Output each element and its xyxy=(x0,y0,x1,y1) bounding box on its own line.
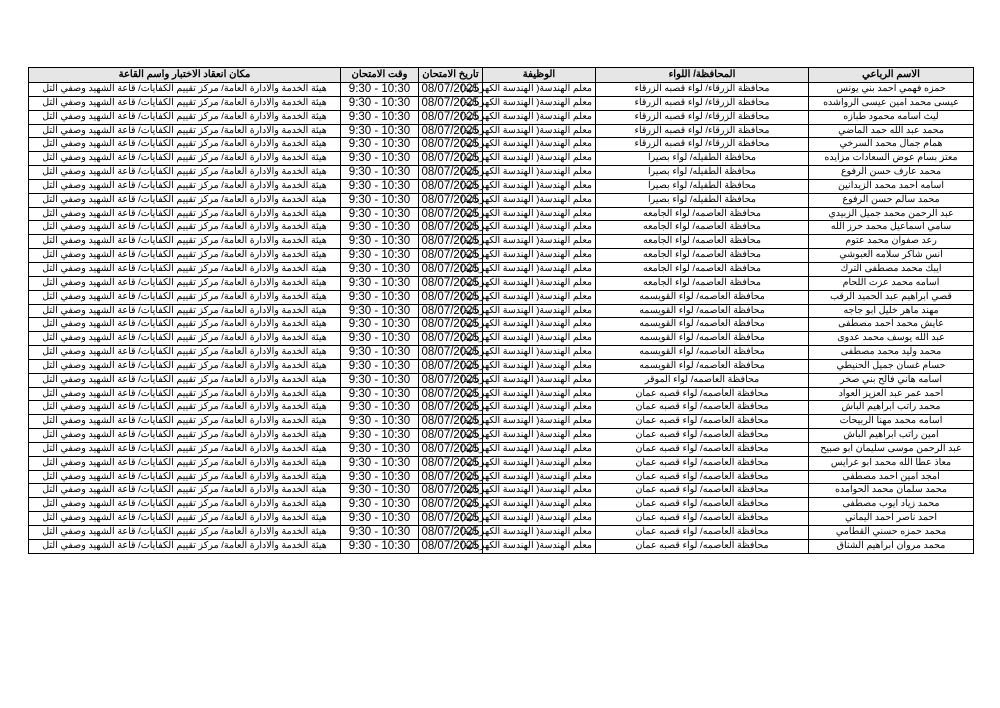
table-row xyxy=(29,484,974,498)
table-row xyxy=(29,526,974,540)
header-date: تاريخ الامتحان xyxy=(419,68,483,83)
cell-time: 9:30 - 10:30 xyxy=(341,387,419,401)
cell-name: محمد عبد الله حمد الماضي xyxy=(809,124,974,138)
cell-date: 08/07/2025 xyxy=(419,484,483,498)
cell-location: هيئة الخدمة والادارة العامة/ مركز تقييم الكفايات/ قاعة الشهيد وصفي التل xyxy=(29,207,341,221)
cell-job: معلم الهندسة( الهندسة الكهربائية) xyxy=(483,110,596,124)
cell-date: 08/07/2025 xyxy=(419,166,483,180)
table-row xyxy=(29,193,974,207)
cell-job: معلم الهندسة( الهندسة الكهربائية) xyxy=(483,484,596,498)
cell-date: 08/07/2025 xyxy=(419,332,483,346)
cell-governorate: محافظة العاصمه/ لواء قصبه عمان xyxy=(596,387,809,401)
cell-time: 9:30 - 10:30 xyxy=(341,526,419,540)
cell-date: 08/07/2025 xyxy=(419,512,483,526)
cell-location: هيئة الخدمة والادارة العامة/ مركز تقييم الكفايات/ قاعة الشهيد وصفي التل xyxy=(29,539,341,553)
cell-location: هيئة الخدمة والادارة العامة/ مركز تقييم الكفايات/ قاعة الشهيد وصفي التل xyxy=(29,429,341,443)
cell-time: 9:30 - 10:30 xyxy=(341,152,419,166)
cell-location: هيئة الخدمة والادارة العامة/ مركز تقييم الكفايات/ قاعة الشهيد وصفي التل xyxy=(29,442,341,456)
cell-date: 08/07/2025 xyxy=(419,304,483,318)
table-row xyxy=(29,276,974,290)
cell-location: هيئة الخدمة والادارة العامة/ مركز تقييم الكفايات/ قاعة الشهيد وصفي التل xyxy=(29,166,341,180)
cell-job: معلم الهندسة( الهندسة الكهربائية) xyxy=(483,83,596,97)
cell-governorate: محافظة الزرقاء/ لواء قصبه الزرقاء xyxy=(596,83,809,97)
cell-time: 9:30 - 10:30 xyxy=(341,415,419,429)
table-row xyxy=(29,512,974,526)
cell-governorate: محافظة العاصمه/ لواء قصبه عمان xyxy=(596,526,809,540)
cell-date: 08/07/2025 xyxy=(419,138,483,152)
cell-name: انس شاكر سلامه العبوشي xyxy=(809,249,974,263)
cell-date: 08/07/2025 xyxy=(419,83,483,97)
cell-time: 9:30 - 10:30 xyxy=(341,235,419,249)
cell-governorate: محافظة الطفيله/ لواء بصيرا xyxy=(596,166,809,180)
cell-governorate: محافظة العاصمه/ لواء قصبه عمان xyxy=(596,415,809,429)
cell-governorate: محافظة العاصمه/ لواء الجامعه xyxy=(596,262,809,276)
cell-location: هيئة الخدمة والادارة العامة/ مركز تقييم الكفايات/ قاعة الشهيد وصفي التل xyxy=(29,470,341,484)
cell-job: معلم الهندسة( الهندسة الكهربائية) xyxy=(483,276,596,290)
table-row xyxy=(29,179,974,193)
cell-time: 9:30 - 10:30 xyxy=(341,179,419,193)
table-row xyxy=(29,110,974,124)
table-row xyxy=(29,124,974,138)
cell-name: مهند ماهر خليل ابو جاجه xyxy=(809,304,974,318)
table-row xyxy=(29,373,974,387)
cell-date: 08/07/2025 xyxy=(419,124,483,138)
table-row xyxy=(29,221,974,235)
cell-governorate: محافظة العاصمه/ لواء قصبه عمان xyxy=(596,401,809,415)
cell-governorate: محافظة العاصمه/ لواء القويسمه xyxy=(596,290,809,304)
table-row xyxy=(29,235,974,249)
cell-name: حسام غسان جميل الحنيطي xyxy=(809,359,974,373)
table-row xyxy=(29,207,974,221)
cell-job: معلم الهندسة( الهندسة الكهربائية) xyxy=(483,249,596,263)
cell-governorate: محافظة العاصمه/ لواء القويسمه xyxy=(596,304,809,318)
cell-job: معلم الهندسة( الهندسة الكهربائية) xyxy=(483,193,596,207)
table-row xyxy=(29,387,974,401)
cell-date: 08/07/2025 xyxy=(419,179,483,193)
cell-job: معلم الهندسة( الهندسة الكهربائية) xyxy=(483,138,596,152)
cell-location: هيئة الخدمة والادارة العامة/ مركز تقييم الكفايات/ قاعة الشهيد وصفي التل xyxy=(29,498,341,512)
cell-name: ليث اسامه محمود طبازه xyxy=(809,110,974,124)
cell-location: هيئة الخدمة والادارة العامة/ مركز تقييم الكفايات/ قاعة الشهيد وصفي التل xyxy=(29,152,341,166)
cell-job: معلم الهندسة( الهندسة الكهربائية) xyxy=(483,262,596,276)
cell-date: 08/07/2025 xyxy=(419,207,483,221)
cell-date: 08/07/2025 xyxy=(419,290,483,304)
cell-name: احمد ناصر احمد اليماني xyxy=(809,512,974,526)
cell-date: 08/07/2025 xyxy=(419,526,483,540)
cell-name: معاذ عطا الله محمد ابو عرايس xyxy=(809,456,974,470)
header-location: مكان انعقاد الاختبار واسم القاعة xyxy=(29,68,341,83)
cell-time: 9:30 - 10:30 xyxy=(341,262,419,276)
table-row xyxy=(29,429,974,443)
cell-name: اسامه احمد محمد الزيدانين xyxy=(809,179,974,193)
cell-governorate: محافظة الزرقاء/ لواء قصبه الزرقاء xyxy=(596,110,809,124)
cell-job: معلم الهندسة( الهندسة الكهربائية) xyxy=(483,235,596,249)
exam-schedule-table xyxy=(28,67,974,554)
cell-date: 08/07/2025 xyxy=(419,96,483,110)
cell-name: محمد سلمان محمد الحوامده xyxy=(809,484,974,498)
cell-governorate: محافظة العاصمه/ لواء الجامعه xyxy=(596,221,809,235)
table-row xyxy=(29,138,974,152)
cell-governorate: محافظة العاصمه/ لواء قصبه عمان xyxy=(596,512,809,526)
cell-name: امين راتب ابراهيم الباش xyxy=(809,429,974,443)
table-body xyxy=(29,83,974,554)
cell-location: هيئة الخدمة والادارة العامة/ مركز تقييم الكفايات/ قاعة الشهيد وصفي التل xyxy=(29,526,341,540)
table-row xyxy=(29,304,974,318)
cell-location: هيئة الخدمة والادارة العامة/ مركز تقييم الكفايات/ قاعة الشهيد وصفي التل xyxy=(29,110,341,124)
cell-date: 08/07/2025 xyxy=(419,498,483,512)
cell-date: 08/07/2025 xyxy=(419,193,483,207)
cell-location: هيئة الخدمة والادارة العامة/ مركز تقييم الكفايات/ قاعة الشهيد وصفي التل xyxy=(29,138,341,152)
cell-time: 9:30 - 10:30 xyxy=(341,401,419,415)
cell-job: معلم الهندسة( الهندسة الكهربائية) xyxy=(483,318,596,332)
cell-location: هيئة الخدمة والادارة العامة/ مركز تقييم الكفايات/ قاعة الشهيد وصفي التل xyxy=(29,415,341,429)
cell-location: هيئة الخدمة والادارة العامة/ مركز تقييم الكفايات/ قاعة الشهيد وصفي التل xyxy=(29,332,341,346)
table-row xyxy=(29,346,974,360)
cell-location: هيئة الخدمة والادارة العامة/ مركز تقييم الكفايات/ قاعة الشهيد وصفي التل xyxy=(29,456,341,470)
cell-location: هيئة الخدمة والادارة العامة/ مركز تقييم الكفايات/ قاعة الشهيد وصفي التل xyxy=(29,359,341,373)
cell-name: احمد عمر عبد العزيز العواد xyxy=(809,387,974,401)
table-row xyxy=(29,262,974,276)
cell-name: امجد امين احمد مصطفى xyxy=(809,470,974,484)
cell-location: هيئة الخدمة والادارة العامة/ مركز تقييم الكفايات/ قاعة الشهيد وصفي التل xyxy=(29,512,341,526)
cell-name: اسامه محمد عزت اللحام xyxy=(809,276,974,290)
cell-time: 9:30 - 10:30 xyxy=(341,373,419,387)
cell-governorate: محافظة العاصمه/ لواء الجامعه xyxy=(596,207,809,221)
cell-name: اسامه محمد مهنا الربيحات xyxy=(809,415,974,429)
cell-time: 9:30 - 10:30 xyxy=(341,110,419,124)
cell-time: 9:30 - 10:30 xyxy=(341,193,419,207)
cell-job: معلم الهندسة( الهندسة الكهربائية) xyxy=(483,96,596,110)
cell-location: هيئة الخدمة والادارة العامة/ مركز تقييم الكفايات/ قاعة الشهيد وصفي التل xyxy=(29,401,341,415)
cell-governorate: محافظة العاصمه/ لواء قصبه عمان xyxy=(596,484,809,498)
cell-governorate: محافظة العاصمه/ لواء القويسمه xyxy=(596,332,809,346)
cell-name: حمزه فهمي احمد بني يونس xyxy=(809,83,974,97)
cell-job: معلم الهندسة( الهندسة الكهربائية) xyxy=(483,498,596,512)
cell-name: محمد عارف حسن الرفوع xyxy=(809,166,974,180)
cell-name: عبد الله يوسف محمد عدوى xyxy=(809,332,974,346)
table-row xyxy=(29,470,974,484)
cell-name: عبد الرحمن محمد جميل الزبيدي xyxy=(809,207,974,221)
cell-time: 9:30 - 10:30 xyxy=(341,166,419,180)
cell-job: معلم الهندسة( الهندسة الكهربائية) xyxy=(483,304,596,318)
cell-location: هيئة الخدمة والادارة العامة/ مركز تقييم الكفايات/ قاعة الشهيد وصفي التل xyxy=(29,290,341,304)
cell-job: معلم الهندسة( الهندسة الكهربائية) xyxy=(483,456,596,470)
cell-job: معلم الهندسة( الهندسة الكهربائية) xyxy=(483,179,596,193)
cell-job: معلم الهندسة( الهندسة الكهربائية) xyxy=(483,415,596,429)
cell-time: 9:30 - 10:30 xyxy=(341,332,419,346)
cell-job: معلم الهندسة( الهندسة الكهربائية) xyxy=(483,152,596,166)
cell-governorate: محافظة الطفيله/ لواء بصيرا xyxy=(596,179,809,193)
cell-time: 9:30 - 10:30 xyxy=(341,304,419,318)
cell-job: معلم الهندسة( الهندسة الكهربائية) xyxy=(483,332,596,346)
cell-time: 9:30 - 10:30 xyxy=(341,138,419,152)
cell-job: معلم الهندسة( الهندسة الكهربائية) xyxy=(483,207,596,221)
cell-name: محمد راتب ابراهيم الباش xyxy=(809,401,974,415)
cell-location: هيئة الخدمة والادارة العامة/ مركز تقييم الكفايات/ قاعة الشهيد وصفي التل xyxy=(29,221,341,235)
cell-job: معلم الهندسة( الهندسة الكهربائية) xyxy=(483,539,596,553)
cell-date: 08/07/2025 xyxy=(419,262,483,276)
cell-job: معلم الهندسة( الهندسة الكهربائية) xyxy=(483,401,596,415)
cell-time: 9:30 - 10:30 xyxy=(341,124,419,138)
cell-job: معلم الهندسة( الهندسة الكهربائية) xyxy=(483,429,596,443)
cell-governorate: محافظة العاصمه/ لواء قصبه عمان xyxy=(596,539,809,553)
cell-location: هيئة الخدمة والادارة العامة/ مركز تقييم الكفايات/ قاعة الشهيد وصفي التل xyxy=(29,179,341,193)
cell-time: 9:30 - 10:30 xyxy=(341,512,419,526)
cell-name: قصي ابراهيم عبد الحميد الرقب xyxy=(809,290,974,304)
cell-date: 08/07/2025 xyxy=(419,539,483,553)
table-row xyxy=(29,456,974,470)
cell-governorate: محافظة العاصمه/ لواء الموقر xyxy=(596,373,809,387)
header-time: وقت الامتحان xyxy=(341,68,419,83)
cell-governorate: محافظة العاصمه/ لواء قصبه عمان xyxy=(596,442,809,456)
table-row xyxy=(29,415,974,429)
cell-date: 08/07/2025 xyxy=(419,276,483,290)
cell-governorate: محافظة العاصمه/ لواء الجامعه xyxy=(596,235,809,249)
cell-date: 08/07/2025 xyxy=(419,415,483,429)
cell-date: 08/07/2025 xyxy=(419,235,483,249)
cell-name: همام جمال محمد السرخي xyxy=(809,138,974,152)
cell-time: 9:30 - 10:30 xyxy=(341,318,419,332)
cell-name: معتز بسام عوض السعادات مزايده xyxy=(809,152,974,166)
cell-location: هيئة الخدمة والادارة العامة/ مركز تقييم الكفايات/ قاعة الشهيد وصفي التل xyxy=(29,193,341,207)
cell-location: هيئة الخدمة والادارة العامة/ مركز تقييم الكفايات/ قاعة الشهيد وصفي التل xyxy=(29,318,341,332)
cell-location: هيئة الخدمة والادارة العامة/ مركز تقييم الكفايات/ قاعة الشهيد وصفي التل xyxy=(29,387,341,401)
cell-time: 9:30 - 10:30 xyxy=(341,249,419,263)
cell-time: 9:30 - 10:30 xyxy=(341,442,419,456)
table-row xyxy=(29,442,974,456)
cell-governorate: محافظة العاصمه/ لواء قصبه عمان xyxy=(596,429,809,443)
cell-governorate: محافظة العاصمه/ لواء قصبه عمان xyxy=(596,470,809,484)
table-row xyxy=(29,318,974,332)
cell-location: هيئة الخدمة والادارة العامة/ مركز تقييم الكفايات/ قاعة الشهيد وصفي التل xyxy=(29,124,341,138)
cell-name: محمد وليد محمد مصطفى xyxy=(809,346,974,360)
cell-name: محمد زياد ايوب مصطفى xyxy=(809,498,974,512)
cell-governorate: محافظة العاصمه/ لواء الجامعه xyxy=(596,276,809,290)
cell-governorate: محافظة العاصمه/ لواء القويسمه xyxy=(596,318,809,332)
table-row xyxy=(29,83,974,97)
cell-job: معلم الهندسة( الهندسة الكهربائية) xyxy=(483,221,596,235)
cell-name: عيسى محمد امين عيسى الرواشده xyxy=(809,96,974,110)
cell-location: هيئة الخدمة والادارة العامة/ مركز تقييم الكفايات/ قاعة الشهيد وصفي التل xyxy=(29,96,341,110)
cell-date: 08/07/2025 xyxy=(419,110,483,124)
cell-governorate: محافظة العاصمه/ لواء القويسمه xyxy=(596,359,809,373)
cell-name: سامي اسماعيل محمد حرز الله xyxy=(809,221,974,235)
cell-time: 9:30 - 10:30 xyxy=(341,207,419,221)
cell-governorate: محافظة الطفيله/ لواء بصيرا xyxy=(596,152,809,166)
cell-time: 9:30 - 10:30 xyxy=(341,456,419,470)
cell-name: عايش محمد احمد مصطفى xyxy=(809,318,974,332)
cell-job: معلم الهندسة( الهندسة الكهربائية) xyxy=(483,512,596,526)
cell-time: 9:30 - 10:30 xyxy=(341,276,419,290)
cell-location: هيئة الخدمة والادارة العامة/ مركز تقييم الكفايات/ قاعة الشهيد وصفي التل xyxy=(29,304,341,318)
table-row xyxy=(29,166,974,180)
cell-location: هيئة الخدمة والادارة العامة/ مركز تقييم الكفايات/ قاعة الشهيد وصفي التل xyxy=(29,484,341,498)
cell-name: عبد الرحمن موسى سليمان ابو صبيح xyxy=(809,442,974,456)
cell-governorate: محافظة العاصمه/ لواء الجامعه xyxy=(596,249,809,263)
cell-name: محمد مروان ابراهيم الشناق xyxy=(809,539,974,553)
cell-date: 08/07/2025 xyxy=(419,429,483,443)
table-row xyxy=(29,359,974,373)
cell-governorate: محافظة الطفيله/ لواء بصيرا xyxy=(596,193,809,207)
table-row xyxy=(29,290,974,304)
cell-time: 9:30 - 10:30 xyxy=(341,221,419,235)
table-row xyxy=(29,249,974,263)
header-job: الوظيفة xyxy=(483,68,596,83)
cell-time: 9:30 - 10:30 xyxy=(341,83,419,97)
cell-time: 9:30 - 10:30 xyxy=(341,484,419,498)
cell-date: 08/07/2025 xyxy=(419,221,483,235)
cell-location: هيئة الخدمة والادارة العامة/ مركز تقييم الكفايات/ قاعة الشهيد وصفي التل xyxy=(29,346,341,360)
cell-time: 9:30 - 10:30 xyxy=(341,290,419,304)
cell-date: 08/07/2025 xyxy=(419,318,483,332)
cell-name: اسامه هاني فالح بني صخر xyxy=(809,373,974,387)
cell-time: 9:30 - 10:30 xyxy=(341,346,419,360)
table-row xyxy=(29,498,974,512)
cell-location: هيئة الخدمة والادارة العامة/ مركز تقييم الكفايات/ قاعة الشهيد وصفي التل xyxy=(29,373,341,387)
cell-job: معلم الهندسة( الهندسة الكهربائية) xyxy=(483,166,596,180)
table-header-row xyxy=(29,68,974,83)
table-row xyxy=(29,152,974,166)
cell-job: معلم الهندسة( الهندسة الكهربائية) xyxy=(483,346,596,360)
table-row xyxy=(29,401,974,415)
cell-job: معلم الهندسة( الهندسة الكهربائية) xyxy=(483,373,596,387)
cell-name: محمد حمزه حسني القطامي xyxy=(809,526,974,540)
cell-governorate: محافظة الزرقاء/ لواء قصبه الزرقاء xyxy=(596,138,809,152)
cell-governorate: محافظة الزرقاء/ لواء قصبه الزرقاء xyxy=(596,124,809,138)
cell-time: 9:30 - 10:30 xyxy=(341,498,419,512)
cell-date: 08/07/2025 xyxy=(419,373,483,387)
cell-job: معلم الهندسة( الهندسة الكهربائية) xyxy=(483,387,596,401)
cell-location: هيئة الخدمة والادارة العامة/ مركز تقييم الكفايات/ قاعة الشهيد وصفي التل xyxy=(29,276,341,290)
cell-job: معلم الهندسة( الهندسة الكهربائية) xyxy=(483,359,596,373)
cell-job: معلم الهندسة( الهندسة الكهربائية) xyxy=(483,290,596,304)
cell-time: 9:30 - 10:30 xyxy=(341,539,419,553)
cell-job: معلم الهندسة( الهندسة الكهربائية) xyxy=(483,124,596,138)
cell-date: 08/07/2025 xyxy=(419,456,483,470)
cell-date: 08/07/2025 xyxy=(419,442,483,456)
cell-time: 9:30 - 10:30 xyxy=(341,470,419,484)
cell-time: 9:30 - 10:30 xyxy=(341,96,419,110)
cell-date: 08/07/2025 xyxy=(419,152,483,166)
cell-date: 08/07/2025 xyxy=(419,346,483,360)
cell-name: رعد صفوان محمد عتوم xyxy=(809,235,974,249)
cell-time: 9:30 - 10:30 xyxy=(341,429,419,443)
table-row xyxy=(29,96,974,110)
cell-location: هيئة الخدمة والادارة العامة/ مركز تقييم الكفايات/ قاعة الشهيد وصفي التل xyxy=(29,83,341,97)
cell-job: معلم الهندسة( الهندسة الكهربائية) xyxy=(483,526,596,540)
cell-date: 08/07/2025 xyxy=(419,359,483,373)
table-row xyxy=(29,539,974,553)
cell-location: هيئة الخدمة والادارة العامة/ مركز تقييم الكفايات/ قاعة الشهيد وصفي التل xyxy=(29,262,341,276)
table-row xyxy=(29,332,974,346)
cell-date: 08/07/2025 xyxy=(419,470,483,484)
header-governorate: المحافظة/ اللواء xyxy=(596,68,809,83)
cell-governorate: محافظة الزرقاء/ لواء قصبه الزرقاء xyxy=(596,96,809,110)
cell-governorate: محافظة العاصمه/ لواء القويسمه xyxy=(596,346,809,360)
header-name: الاسم الرباعي xyxy=(809,68,974,83)
cell-location: هيئة الخدمة والادارة العامة/ مركز تقييم الكفايات/ قاعة الشهيد وصفي التل xyxy=(29,235,341,249)
cell-job: معلم الهندسة( الهندسة الكهربائية) xyxy=(483,442,596,456)
cell-time: 9:30 - 10:30 xyxy=(341,359,419,373)
cell-date: 08/07/2025 xyxy=(419,401,483,415)
cell-date: 08/07/2025 xyxy=(419,387,483,401)
cell-date: 08/07/2025 xyxy=(419,249,483,263)
cell-location: هيئة الخدمة والادارة العامة/ مركز تقييم الكفايات/ قاعة الشهيد وصفي التل xyxy=(29,249,341,263)
cell-job: معلم الهندسة( الهندسة الكهربائية) xyxy=(483,470,596,484)
cell-governorate: محافظة العاصمه/ لواء قصبه عمان xyxy=(596,456,809,470)
cell-governorate: محافظة العاصمه/ لواء قصبه عمان xyxy=(596,498,809,512)
cell-name: محمد سالم حسن الرفوع xyxy=(809,193,974,207)
cell-name: ايبك محمد مصطفى الترك xyxy=(809,262,974,276)
